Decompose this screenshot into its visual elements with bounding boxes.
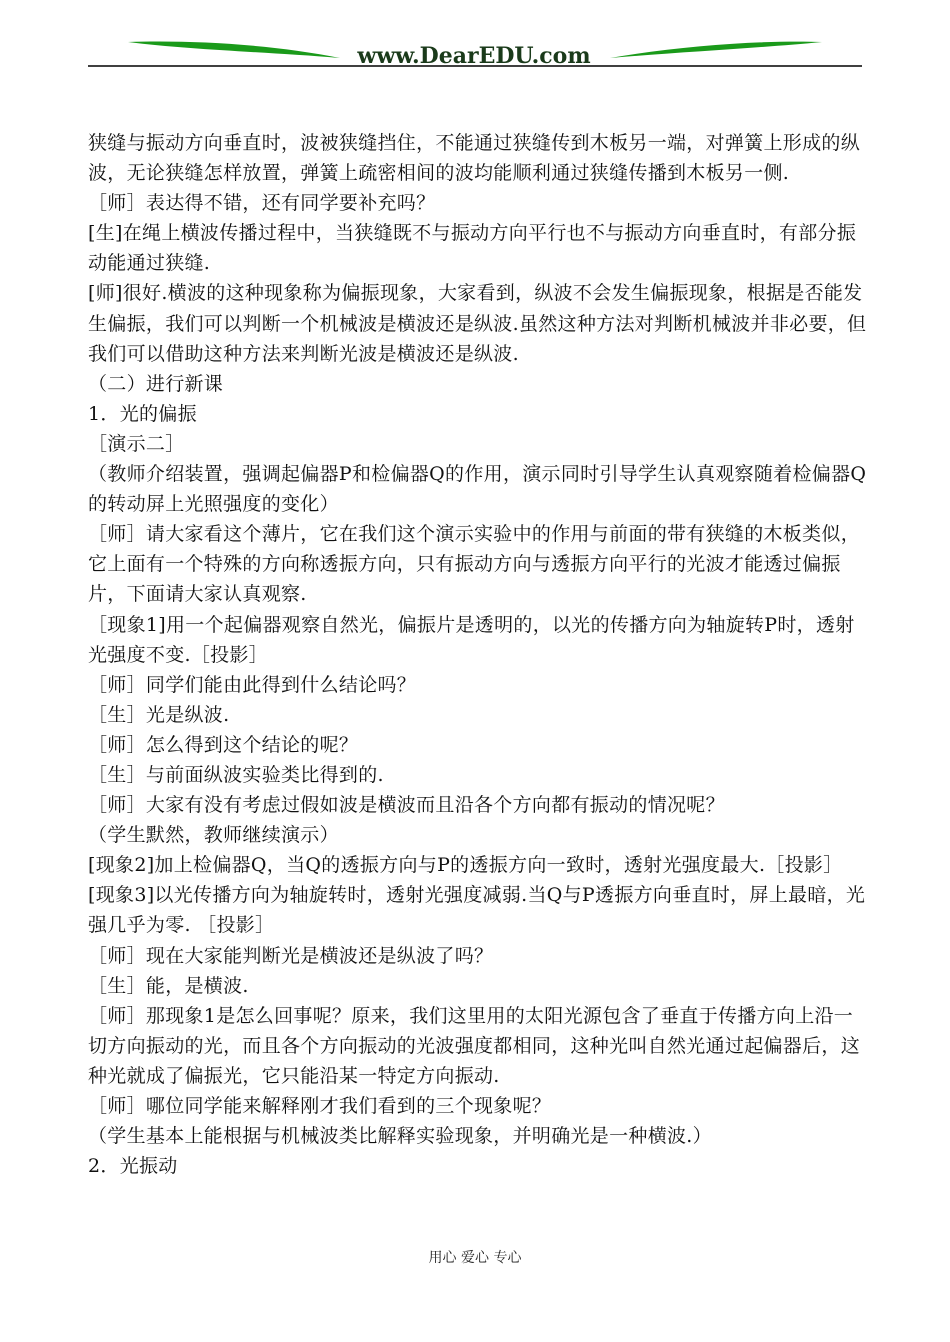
subsection-heading: 1．光的偏振 xyxy=(88,402,197,425)
page-footer: 用心 爱心 专心 xyxy=(428,1250,522,1266)
paragraph: ［师］表达得不错，还有同学要补充吗？ xyxy=(88,192,436,215)
subsection-heading: 2．光振动 xyxy=(88,1155,178,1178)
paragraph: ［现象1]用一个起偏器观察自然光，偏振片是透明的，以光的传播方向为轴旋转P时，透射光强度不变.［投影］ xyxy=(88,613,855,666)
paragraph: [现象2]加上检偏器Q，当Q的透振方向与P的透振方向一致时，透射光强度最大.［投影］ xyxy=(88,854,843,877)
paragraph: ［生］与前面纵波实验类比得到的. xyxy=(88,763,384,786)
paragraph: ［师］那现象1是怎么回事呢？原来，我们这里用的太阳光源包含了垂直于传播方向上沿一切方向振动的光，而且各个方向振动的光波强度都相同，这种光叫自然光通过起偏器后，这种光就成了偏振光，它只能沿某一特定方向振动. xyxy=(88,1004,861,1087)
paragraph: ［生］能，是横波. xyxy=(88,974,249,997)
left-swoosh-icon xyxy=(128,42,340,58)
paragraph: 狭缝与振动方向垂直时，波被狭缝挡住，不能通过狭缝传到木板另一端，对弹簧上形成的纵波，无论狭缝怎样放置，弹簧上疏密相间的波均能顺利通过狭缝传播到木板另一侧. xyxy=(88,132,861,185)
right-swoosh-icon xyxy=(610,42,822,58)
paragraph: ［师］现在大家能判断光是横波还是纵波了吗？ xyxy=(88,944,494,967)
paragraph: ［师］哪位同学能来解释刚才我们看到的三个现象呢？ xyxy=(88,1095,552,1117)
paragraph: [师]很好.横波的这种现象称为偏振现象，大家看到，纵波不会发生偏振现象，根据是否能发生偏振，我们可以判断一个机械波是横波还是纵波.虽然这种方法对判断机械波并非必要，但我们可以借助这种方法来判断光波是横波还是纵波. xyxy=(88,282,867,365)
paragraph: ［师］大家有没有考虑过假如波是横波而且沿各个方向都有振动的情况呢？ xyxy=(88,794,725,817)
paragraph: [生]在绳上横波传播过程中，当狭缝既不与振动方向平行也不与振动方向垂直时，有部分振动能通过狭缝. xyxy=(88,222,857,275)
paragraph: （教师介绍装置，强调起偏器P和检偏器Q的作用，演示同时引导学生认真观察随着检偏器Q的转动屏上光照强度的变化） xyxy=(88,463,867,516)
paragraph: [现象3]以光传播方向为轴旋转时，透射光强度减弱.当Q与P透振方向垂直时，屏上最暗，光强几乎为零. ［投影］ xyxy=(88,884,866,937)
paragraph: （学生基本上能根据与机械波类比解释实验现象，并明确光是一种横波.） xyxy=(88,1125,712,1148)
section-heading: （二）进行新课 xyxy=(88,372,224,395)
paragraph: ［演示二］ xyxy=(88,432,185,455)
paragraph: ［师］怎么得到这个结论的呢？ xyxy=(88,733,359,756)
paragraph: ［生］光是纵波. xyxy=(88,703,230,726)
site-logo: www.DearEDU.com xyxy=(357,43,591,69)
paragraph: ［师］请大家看这个薄片，它在我们这个演示实验中的作用与前面的带有狭缝的木板类似，它上面有一个特殊的方向称透振方向，只有振动方向与透振方向平行的光波才能透过偏振片，下面请大家认真观察. xyxy=(88,523,861,606)
document-body xyxy=(88,128,868,1181)
paragraph: （学生默然，教师继续演示） xyxy=(88,824,339,847)
page-header xyxy=(0,0,950,80)
paragraph: ［师］同学们能由此得到什么结论吗？ xyxy=(88,673,417,696)
header-banner xyxy=(0,0,950,80)
